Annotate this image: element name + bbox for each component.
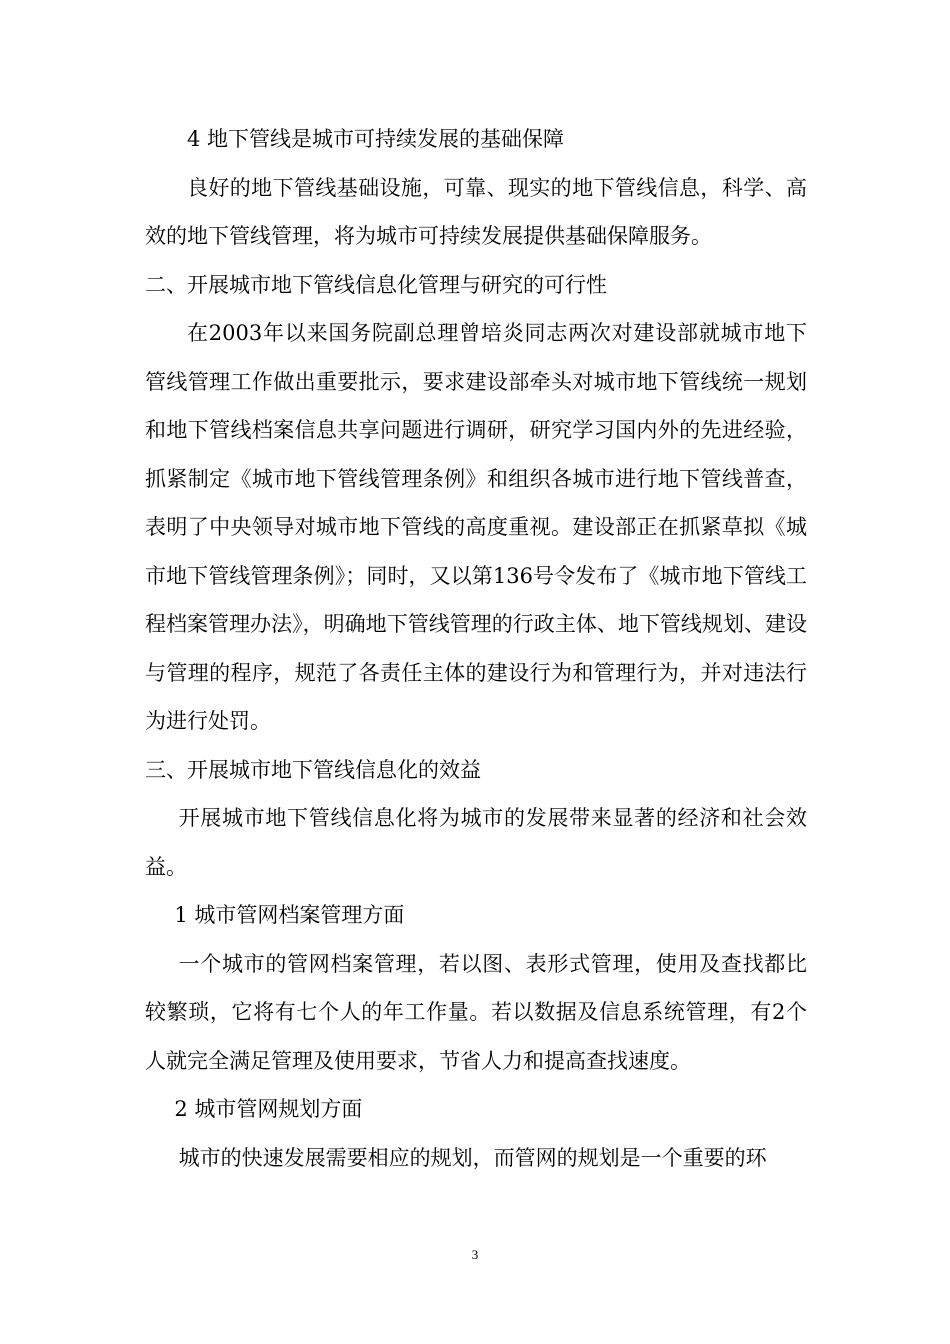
body-paragraph: 开展城市地下管线信息化将为城市的发展带来显著的经济和社会效益。: [145, 806, 807, 879]
subsection-heading-4: 4 地下管线是城市可持续发展的基础保障: [187, 127, 565, 151]
body-paragraph: 在2003年以来国务院副总理曾培炎同志两次对建设部就城市地下管线管理工作做出重要批示，要求建设部牵头对城市地下管线统一规划和地下管线档案信息共享问题进行调研，研究学习国内外的先进经验，抓紧制定《城市地下管线管理条例》和组织各城市进行地下管线普查，表明了中央领导对城市地下管线的高度重视。建设部正在抓紧草拟《城市地下管线管理条例》；同时，又以第136号令发布了《城市地下管线工程档案管理办法》，明确地下管线管理的行政主体、地下管线规划、建设与管理的程序，规范了各责任主体的建设行为和管理行为，并对违法行为进行处罚。: [145, 321, 807, 733]
document-body: [145, 115, 807, 1182]
section-heading-3: 三、开展城市地下管线信息化的效益: [145, 757, 481, 782]
body-paragraph: 良好的地下管线基础设施，可靠、现实的地下管线信息，科学、高效的地下管线管理，将为城市可持续发展提供基础保障服务。: [145, 175, 807, 248]
body-paragraph: 一个城市的管网档案管理，若以图、表形式管理，使用及查找都比较繁琐，它将有七个人的年工作量。若以数据及信息系统管理，有2个人就完全满足管理及使用要求，节省人力和提高查找速度。: [145, 951, 807, 1073]
body-paragraph: 城市的快速发展需要相应的规划，而管网的规划是一个重要的环: [178, 1145, 767, 1170]
page-number: 3: [471, 1247, 479, 1262]
section-heading-2: 二、开展城市地下管线信息化管理与研究的可行性: [145, 272, 607, 297]
subsection-heading-2: 2 城市管网规划方面: [174, 1097, 363, 1121]
subsection-heading-1: 1 城市管网档案管理方面: [174, 903, 405, 927]
